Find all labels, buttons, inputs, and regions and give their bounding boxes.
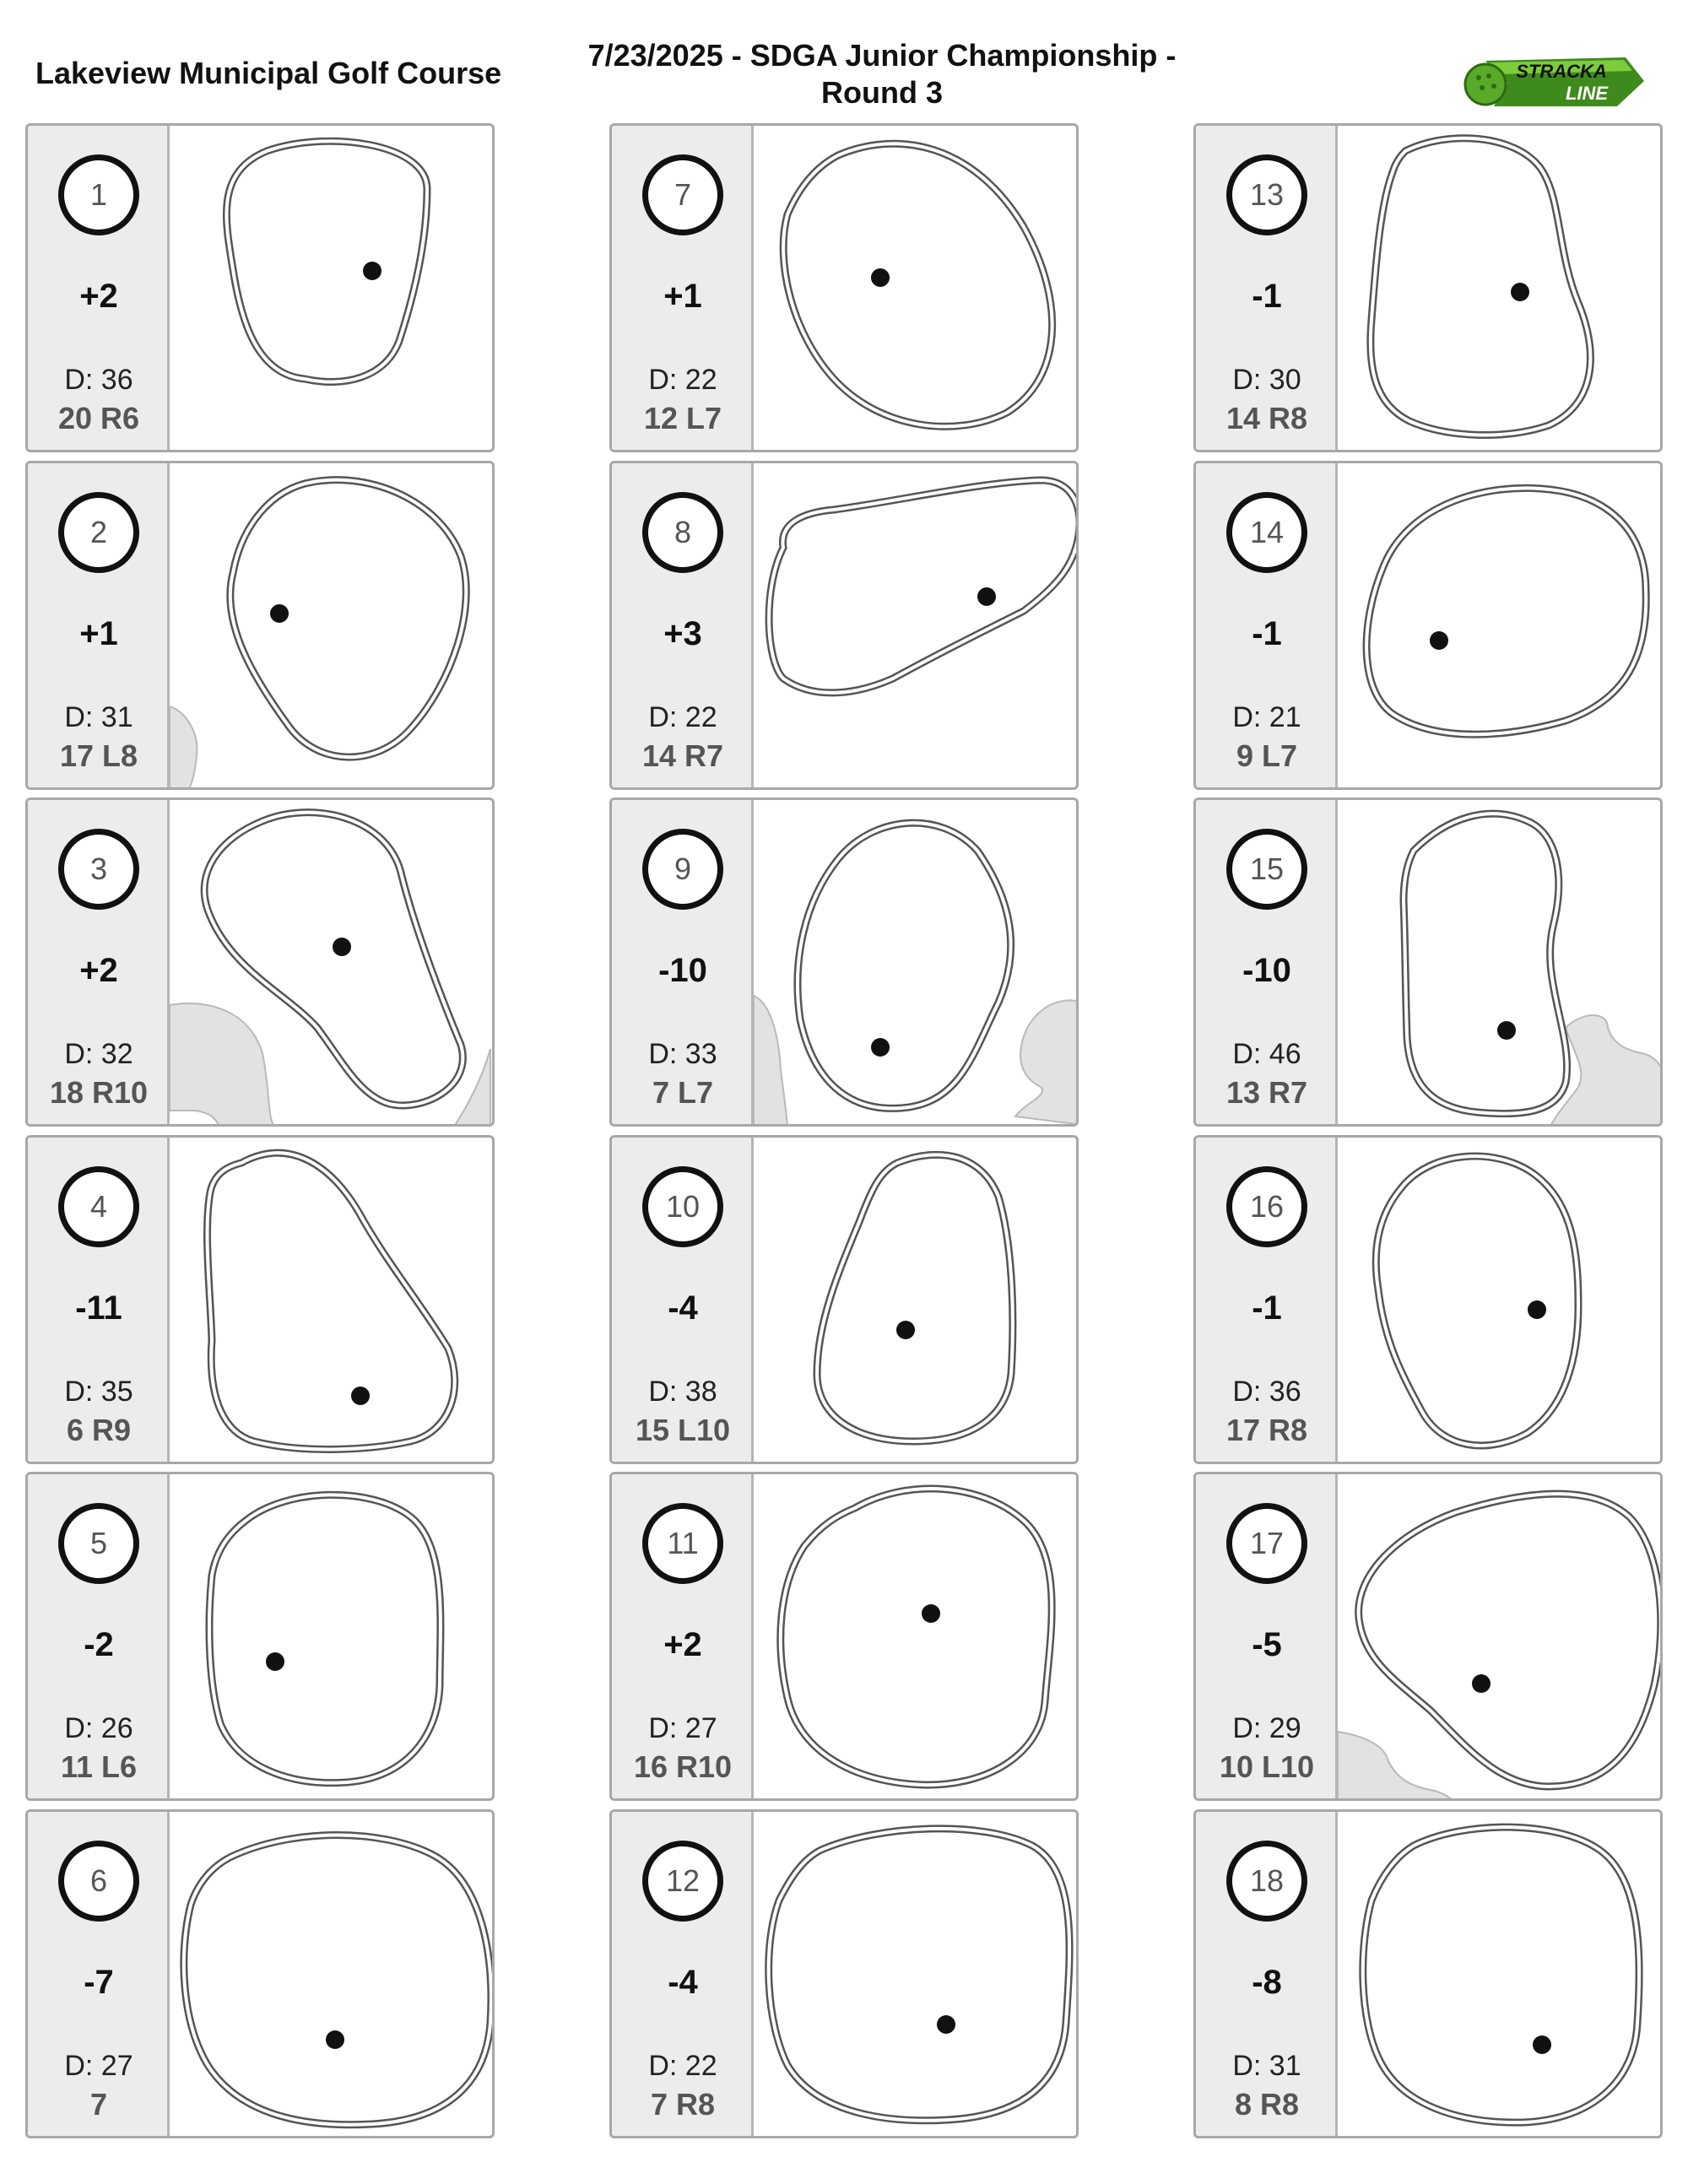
hole-score: -8 xyxy=(1252,1964,1282,2001)
pin-marker xyxy=(937,2015,955,2034)
pin-location: 13 R7 xyxy=(1225,1075,1308,1110)
hole-distance: D: 21 xyxy=(1232,701,1301,733)
hole-number: 10 xyxy=(642,1166,723,1247)
hole-distance: D: 32 xyxy=(64,1038,133,1070)
hole-number: 3 xyxy=(58,829,139,910)
hole-info-panel xyxy=(1196,1812,1338,2136)
green-outline xyxy=(1376,1156,1578,1446)
hole-number: 12 xyxy=(642,1841,723,1922)
hole-distance: D: 36 xyxy=(1232,1376,1301,1408)
hole-distance: D: 31 xyxy=(1232,2050,1301,2082)
hole-card-10 xyxy=(609,1135,1079,1464)
pin-marker xyxy=(1533,2035,1551,2054)
green-diagram xyxy=(754,463,1079,790)
pin-marker xyxy=(1472,1674,1491,1693)
hole-score: -1 xyxy=(1252,278,1282,315)
hole-info-panel xyxy=(612,1138,754,1462)
green-diagram xyxy=(754,1474,1079,1801)
hole-card-1 xyxy=(25,123,495,452)
hole-card-7 xyxy=(609,123,1079,452)
hole-info-panel xyxy=(28,800,170,1124)
green-outline xyxy=(230,480,466,757)
hole-distance: D: 30 xyxy=(1232,364,1301,396)
event-title-line-1: 7/23/2025 - SDGA Junior Championship - xyxy=(587,38,1177,73)
hole-card-4 xyxy=(25,1135,495,1464)
green-diagram xyxy=(170,463,495,790)
hole-info-panel xyxy=(1196,463,1338,787)
hole-card-13 xyxy=(1193,123,1663,452)
hazard-area xyxy=(1338,1732,1456,1801)
hole-score: +2 xyxy=(79,952,118,989)
logo-golf-ball-icon xyxy=(1465,64,1506,105)
green-diagram xyxy=(754,126,1079,452)
hole-score: -10 xyxy=(1242,952,1291,989)
hole-distance: D: 35 xyxy=(64,1376,133,1408)
hole-score: +3 xyxy=(663,615,702,652)
hole-card-9 xyxy=(609,797,1079,1127)
pin-marker xyxy=(1511,283,1529,301)
pin-location: 14 R7 xyxy=(641,738,724,773)
hole-info-panel xyxy=(1196,1138,1338,1462)
pin-location: 18 R10 xyxy=(49,1075,149,1110)
green-diagram xyxy=(754,1812,1079,2138)
logo-text-bottom: LINE xyxy=(1565,83,1609,104)
hole-info-panel xyxy=(28,1138,170,1462)
pin-location: 20 R6 xyxy=(57,401,140,435)
hole-info-panel xyxy=(28,1812,170,2136)
hole-distance: D: 31 xyxy=(64,701,133,733)
pin-marker xyxy=(871,268,890,287)
pin-marker xyxy=(363,262,381,280)
hole-info-panel xyxy=(612,463,754,787)
green-diagram xyxy=(1338,126,1663,452)
hole-distance: D: 38 xyxy=(648,1376,717,1408)
pin-marker xyxy=(977,587,996,606)
green-diagram xyxy=(170,1812,495,2138)
hole-number: 9 xyxy=(642,829,723,910)
pin-location: 17 L8 xyxy=(59,738,138,773)
green-outline xyxy=(798,823,1011,1108)
hole-score: -11 xyxy=(75,1289,122,1327)
green-diagram xyxy=(754,1138,1079,1464)
pin-location: 11 L6 xyxy=(60,1749,138,1784)
pin-location: 10 L10 xyxy=(1219,1749,1315,1784)
hole-info-panel xyxy=(612,1812,754,2136)
pin-marker xyxy=(896,1321,915,1339)
hole-score: +1 xyxy=(79,615,118,652)
hole-distance: D: 22 xyxy=(648,364,717,396)
hole-number: 13 xyxy=(1226,154,1307,235)
pin-location: 14 R8 xyxy=(1225,401,1308,435)
pin-location: 12 L7 xyxy=(643,401,722,435)
hole-card-5 xyxy=(25,1472,495,1801)
pin-location: 17 R8 xyxy=(1225,1413,1308,1447)
pin-marker xyxy=(351,1387,370,1405)
hole-info-panel xyxy=(612,126,754,450)
green-diagram xyxy=(170,126,495,452)
hole-score: -4 xyxy=(668,1964,698,2001)
hole-number: 2 xyxy=(58,492,139,573)
green-diagram xyxy=(170,1474,495,1801)
green-outline xyxy=(769,1829,1069,2121)
hole-score: -1 xyxy=(1252,615,1282,652)
green-outline xyxy=(781,1489,1052,1785)
hole-card-2 xyxy=(25,461,495,790)
green-diagram xyxy=(1338,1474,1663,1801)
pin-marker xyxy=(326,2030,344,2049)
event-title xyxy=(549,37,1215,111)
green-outline xyxy=(817,1154,1013,1441)
green-diagram xyxy=(1338,1138,1663,1464)
hole-card-14 xyxy=(1193,461,1663,790)
hole-info-panel xyxy=(1196,126,1338,450)
hole-info-panel xyxy=(612,1474,754,1798)
hole-card-8 xyxy=(609,461,1079,790)
hole-info-panel xyxy=(1196,800,1338,1124)
stracka-line-logo xyxy=(1460,52,1646,111)
pin-marker xyxy=(1430,631,1448,650)
hole-score: +2 xyxy=(79,278,118,315)
pin-marker xyxy=(871,1038,890,1057)
hole-score: +2 xyxy=(663,1626,702,1663)
hole-score: -7 xyxy=(84,1964,114,2001)
green-diagram xyxy=(1338,463,1663,790)
hole-distance: D: 46 xyxy=(1232,1038,1301,1070)
hole-number: 11 xyxy=(642,1503,723,1584)
hole-card-18 xyxy=(1193,1809,1663,2138)
hole-distance: D: 27 xyxy=(648,1712,717,1744)
hole-number: 17 xyxy=(1226,1503,1307,1584)
green-outline xyxy=(1366,488,1646,734)
pin-marker xyxy=(922,1604,940,1623)
green-outline xyxy=(1371,138,1591,435)
hole-card-6 xyxy=(25,1809,495,2138)
pin-location: 6 R9 xyxy=(66,1413,132,1447)
hole-distance: D: 29 xyxy=(1232,1712,1301,1744)
hole-card-17 xyxy=(1193,1472,1663,1801)
pin-marker xyxy=(1497,1021,1516,1040)
hole-number: 5 xyxy=(58,1503,139,1584)
green-outline xyxy=(184,1835,491,2125)
hole-info-panel xyxy=(612,800,754,1124)
hole-card-3 xyxy=(25,797,495,1127)
hazard-area xyxy=(170,706,197,790)
hole-number: 8 xyxy=(642,492,723,573)
hole-distance: D: 27 xyxy=(64,2050,133,2082)
hole-distance: D: 22 xyxy=(648,2050,717,2082)
hole-number: 18 xyxy=(1226,1841,1307,1922)
hole-info-panel xyxy=(28,1474,170,1798)
green-outline xyxy=(1363,1827,1639,2122)
green-diagram xyxy=(170,1138,495,1464)
pin-location: 15 L10 xyxy=(635,1413,731,1447)
hole-score: -1 xyxy=(1252,1289,1282,1327)
hole-score: -2 xyxy=(84,1626,114,1663)
pin-location: 8 R8 xyxy=(1234,2087,1300,2122)
hole-distance: D: 33 xyxy=(648,1038,717,1070)
hole-score: -5 xyxy=(1252,1626,1282,1663)
pin-location: 7 L7 xyxy=(652,1075,714,1110)
green-outline xyxy=(209,1495,441,1782)
hole-number: 16 xyxy=(1226,1166,1307,1247)
event-title-line-2: Round 3 xyxy=(821,75,943,110)
hole-number: 1 xyxy=(58,154,139,235)
pin-location: 7 xyxy=(89,2087,108,2122)
hole-number: 7 xyxy=(642,154,723,235)
green-diagram xyxy=(170,800,495,1127)
hole-number: 4 xyxy=(58,1166,139,1247)
hole-distance: D: 36 xyxy=(64,364,133,396)
pin-marker xyxy=(266,1652,284,1671)
pin-location: 16 R10 xyxy=(633,1749,733,1784)
hole-card-15 xyxy=(1193,797,1663,1127)
hole-number: 6 xyxy=(58,1841,139,1922)
pin-marker xyxy=(270,604,289,623)
pin-marker xyxy=(333,938,351,956)
hole-info-panel xyxy=(28,463,170,787)
course-name: Lakeview Municipal Golf Course xyxy=(35,56,502,90)
pin-marker xyxy=(1528,1300,1546,1319)
hole-distance: D: 26 xyxy=(64,1712,133,1744)
green-outline xyxy=(1404,814,1567,1113)
hole-card-16 xyxy=(1193,1135,1663,1464)
hole-card-12 xyxy=(609,1809,1079,2138)
pin-location: 7 R8 xyxy=(650,2087,716,2122)
hole-number: 14 xyxy=(1226,492,1307,573)
hole-card-11 xyxy=(609,1472,1079,1801)
hole-info-panel xyxy=(28,126,170,450)
green-outline xyxy=(783,143,1052,426)
pin-location: 9 L7 xyxy=(1236,738,1298,773)
hole-score: -4 xyxy=(668,1289,698,1327)
green-diagram xyxy=(1338,1812,1663,2138)
hole-score: -10 xyxy=(658,952,707,989)
green-diagram xyxy=(754,800,1079,1127)
hole-distance: D: 22 xyxy=(648,701,717,733)
hole-score: +1 xyxy=(663,278,702,315)
green-diagram xyxy=(1338,800,1663,1127)
hole-number: 15 xyxy=(1226,829,1307,910)
hole-info-panel xyxy=(1196,1474,1338,1798)
logo-text-top: STRACKA xyxy=(1516,61,1607,82)
